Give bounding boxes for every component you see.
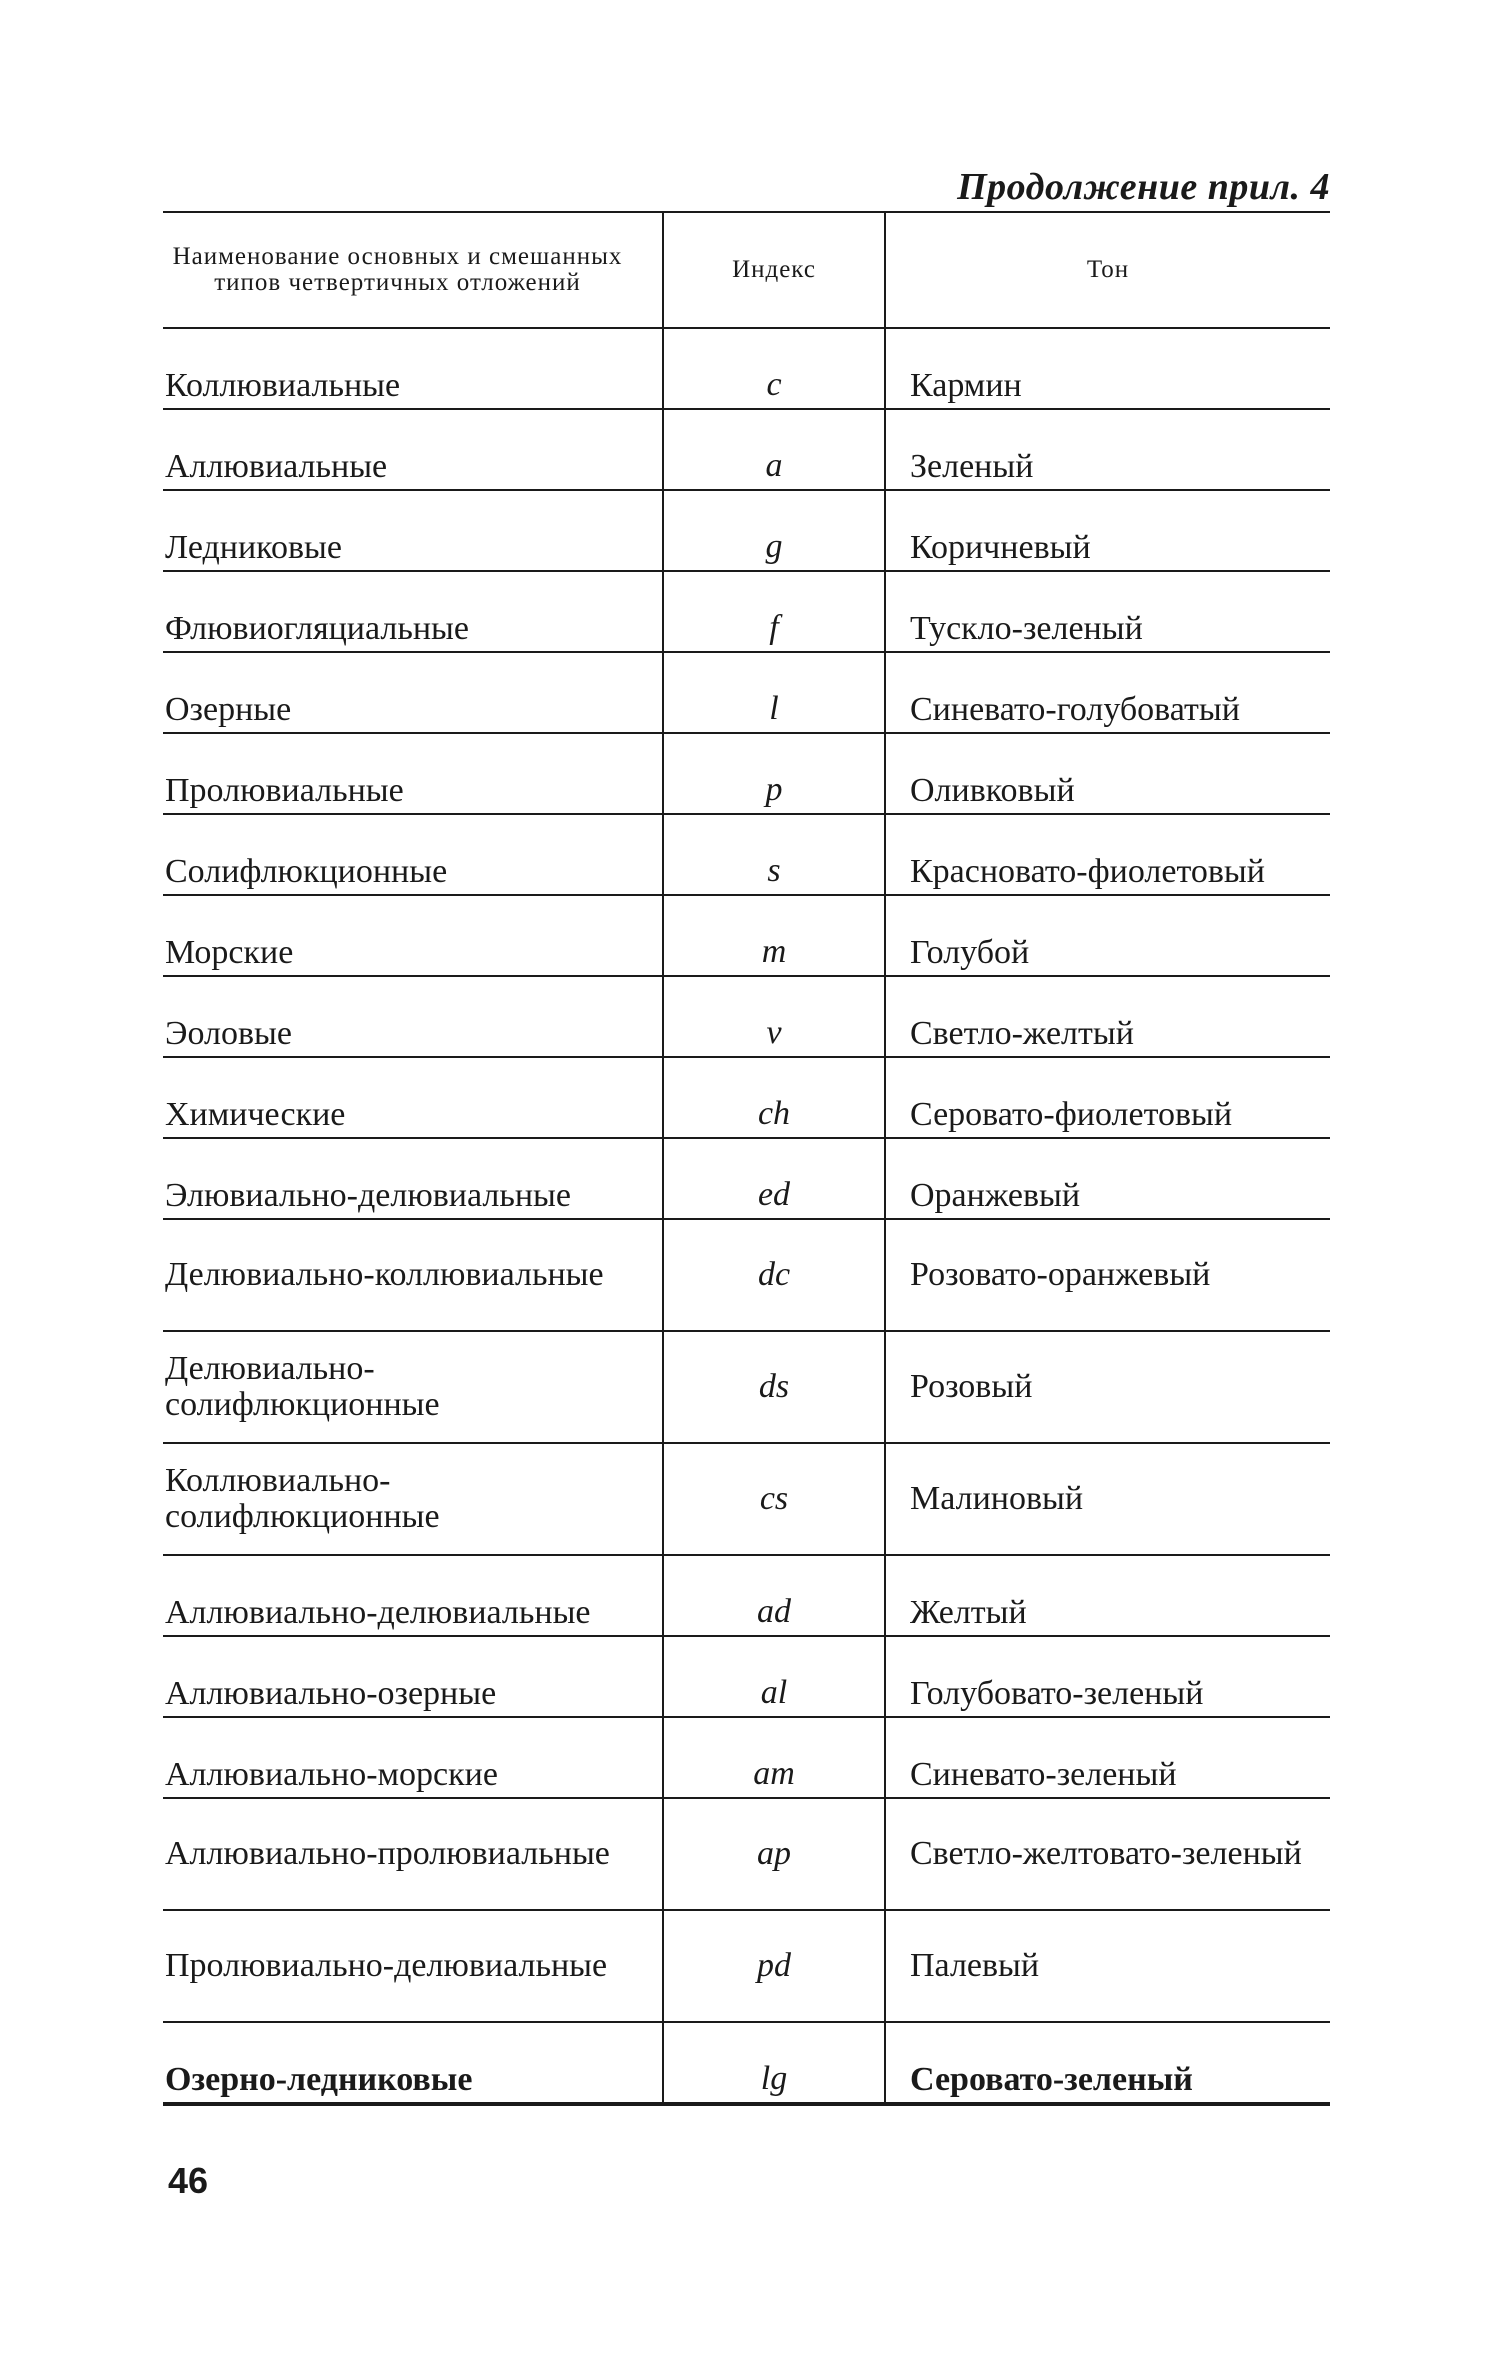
row-index: ed (663, 1138, 885, 1219)
row-name: Пролювиально-делювиальные (163, 1910, 663, 2022)
table-row (163, 1555, 1330, 1636)
table-row (163, 1057, 1330, 1138)
row-name: Коллювиальные (163, 328, 663, 409)
row-tone: Серовато-зеленый (885, 2022, 1330, 2104)
header-index: Индекс (663, 212, 885, 328)
row-tone: Розовато-оранжевый (885, 1219, 1330, 1331)
table-row (163, 976, 1330, 1057)
row-tone: Синевато-голубоватый (885, 652, 1330, 733)
row-name: Озерно-ледниковые (163, 2022, 663, 2104)
row-tone: Розовый (885, 1331, 1330, 1443)
row-name: Коллювиально-солифлюкционные (163, 1443, 663, 1555)
row-index: dc (663, 1219, 885, 1331)
row-index: v (663, 976, 885, 1057)
row-name: Химические (163, 1057, 663, 1138)
row-name: Аллювиальные (163, 409, 663, 490)
row-index: ad (663, 1555, 885, 1636)
page-number: 46 (168, 2160, 209, 2201)
row-name: Эоловые (163, 976, 663, 1057)
table-row (163, 1798, 1330, 1910)
row-index: ap (663, 1798, 885, 1910)
table-row (163, 1910, 1330, 2022)
row-index: cs (663, 1443, 885, 1555)
table-row (163, 2022, 1330, 2104)
row-tone: Тускло-зеленый (885, 571, 1330, 652)
row-index: a (663, 409, 885, 490)
row-index: am (663, 1717, 885, 1798)
row-index: p (663, 733, 885, 814)
row-tone: Серовато-фиолетовый (885, 1057, 1330, 1138)
table-row (163, 409, 1330, 490)
row-name: Аллювиально-делювиальные (163, 1555, 663, 1636)
table-row (163, 1717, 1330, 1798)
row-index: s (663, 814, 885, 895)
row-index: ds (663, 1331, 885, 1443)
row-index: pd (663, 1910, 885, 2022)
row-tone: Оранжевый (885, 1138, 1330, 1219)
table-header-row (163, 212, 1330, 328)
row-name: Флювиогляциальные (163, 571, 663, 652)
table-row (163, 652, 1330, 733)
table-row (163, 571, 1330, 652)
row-name: Элювиально-делювиальные (163, 1138, 663, 1219)
row-tone: Малиновый (885, 1443, 1330, 1555)
row-tone: Светло-желтый (885, 976, 1330, 1057)
row-name: Делювиально-коллювиальные (163, 1219, 663, 1331)
row-index: lg (663, 2022, 885, 2104)
row-tone: Красновато-фиолетовый (885, 814, 1330, 895)
row-name: Аллювиально-пролювиальные (163, 1798, 663, 1910)
table-row (163, 1636, 1330, 1717)
row-name: Аллювиально-морские (163, 1717, 663, 1798)
deposits-table (163, 211, 1330, 2106)
row-name: Ледниковые (163, 490, 663, 571)
table-row (163, 328, 1330, 409)
table-row (163, 814, 1330, 895)
row-tone: Голубовато-зеленый (885, 1636, 1330, 1717)
row-tone: Синевато-зеленый (885, 1717, 1330, 1798)
row-index: f (663, 571, 885, 652)
table-row (163, 733, 1330, 814)
row-index: m (663, 895, 885, 976)
row-tone: Кармин (885, 328, 1330, 409)
row-index: l (663, 652, 885, 733)
row-name: Пролювиальные (163, 733, 663, 814)
row-tone: Светло-желтовато-зеленый (885, 1798, 1330, 1910)
row-tone: Голубой (885, 895, 1330, 976)
row-name: Солифлюкционные (163, 814, 663, 895)
row-tone: Коричневый (885, 490, 1330, 571)
row-tone: Зеленый (885, 409, 1330, 490)
row-tone: Палевый (885, 1910, 1330, 2022)
row-index: ch (663, 1057, 885, 1138)
header-name: Наименование основных и смешанных типов четвертичных отложений (163, 212, 663, 328)
table-row (163, 1443, 1330, 1555)
row-index: g (663, 490, 885, 571)
row-name: Морские (163, 895, 663, 976)
row-name: Аллювиально-озерные (163, 1636, 663, 1717)
deposits-table-container (163, 211, 1330, 2106)
row-tone: Желтый (885, 1555, 1330, 1636)
table-row (163, 1331, 1330, 1443)
table-row (163, 895, 1330, 976)
row-index: al (663, 1636, 885, 1717)
table-row (163, 1219, 1330, 1331)
row-name: Делювиально-солифлюкционные (163, 1331, 663, 1443)
header-tone: Тон (885, 212, 1330, 328)
table-row (163, 1138, 1330, 1219)
row-tone: Оливковый (885, 733, 1330, 814)
row-index: c (663, 328, 885, 409)
continuation-title: Продолжение прил. 4 (957, 166, 1330, 208)
row-name: Озерные (163, 652, 663, 733)
table-row (163, 490, 1330, 571)
